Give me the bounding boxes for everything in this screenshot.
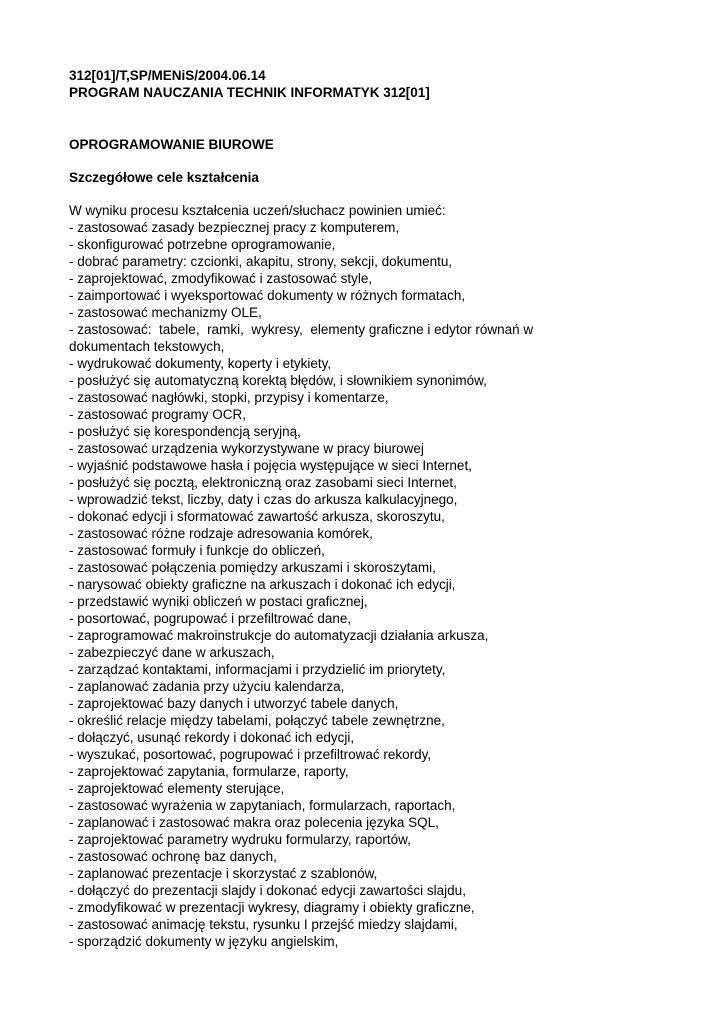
goal-item: - wyjaśnić podstawowe hasła i pojęcia występujące w sieci Internet, — [69, 458, 472, 473]
document-code: 312[01]/T,SP/MENiS/2004.06.14 — [69, 68, 266, 83]
goal-item: - zastosować animację tekstu, rysunku I przejść miedzy slajdami, — [69, 917, 458, 932]
goal-item: - dokonać edycji i sformatować zawartość arkusza, skoroszytu, — [69, 509, 445, 524]
goal-item: - zaprojektować zapytania, formularze, raporty, — [69, 764, 349, 779]
intro-text: W wyniku procesu kształcenia uczeń/słuchacz powinien umieć: — [69, 203, 446, 218]
goal-item: - zastosować programy OCR, — [69, 407, 247, 422]
program-title: PROGRAM NAUCZANIA TECHNIK INFORMATYK 312[01] — [69, 85, 430, 100]
goal-item: - zaplanować zadania przy użyciu kalendarza, — [69, 679, 345, 694]
goal-item: - dołączyć, usunąć rekordy i dokonać ich edycji, — [69, 730, 355, 745]
goal-item: - zaplanować i zastosować makra oraz polecenia języka SQL, — [69, 815, 439, 830]
goal-item: - zastosować: tabele, ramki, wykresy, elementy graficzne i edytor równań w — [69, 322, 534, 337]
goal-item: - określić relacje między tabelami, połączyć tabele zewnętrzne, — [69, 713, 445, 728]
goal-item: dokumentach tekstowych, — [69, 339, 225, 354]
section-title: OPROGRAMOWANIE BIUROWE — [69, 137, 274, 152]
goal-item: - zarządzać kontaktami, informacjami i przydzielić im priorytety, — [69, 662, 446, 677]
goal-item: - zaprojektować, zmodyfikować i zastosować style, — [69, 271, 373, 286]
goal-item: - dobrać parametry: czcionki, akapitu, strony, sekcji, dokumentu, — [69, 254, 453, 269]
goal-item: - posłużyć się korespondencją seryjną, — [69, 424, 301, 439]
goal-item: - posłużyć się pocztą, elektroniczną oraz zasobami sieci Internet, — [69, 475, 457, 490]
goal-item: - zastosować zasady bezpiecznej pracy z komputerem, — [69, 220, 400, 235]
goal-item: - zastosować wyrażenia w zapytaniach, formularzach, raportach, — [69, 798, 456, 813]
goal-item: - zaplanować prezentacje i skorzystać z szablonów, — [69, 866, 378, 881]
goal-item: - wydrukować dokumenty, koperty i etykiety, — [69, 356, 332, 371]
goal-item: - narysować obiekty graficzne na arkuszach i dokonać ich edycji, — [69, 577, 456, 592]
goal-item: - skonfigurować potrzebne oprogramowanie, — [69, 237, 336, 252]
subsection-title: Szczegółowe cele kształcenia — [69, 170, 259, 185]
goal-item: - wprowadzić tekst, liczby, daty i czas do arkusza kalkulacyjnego, — [69, 492, 458, 507]
goal-item: - dołączyć do prezentacji slajdy i dokonać edycji zawartości slajdu, — [69, 883, 466, 898]
goal-item: - zastosować różne rodzaje adresowania komórek, — [69, 526, 373, 541]
goal-item: - zaprojektować bazy danych i utworzyć tabele danych, — [69, 696, 399, 711]
goal-item: - wyszukać, posortować, pogrupować i przefiltrować rekordy, — [69, 747, 432, 762]
goal-item: - zastosować formuły i funkcje do obliczeń, — [69, 543, 325, 558]
goal-item: - zastosować ochronę baz danych, — [69, 849, 277, 864]
goal-item: - przedstawić wyniki obliczeń w postaci graficznej, — [69, 594, 368, 609]
goal-item: - zaprogramować makroinstrukcje do automatyzacji działania arkusza, — [69, 628, 489, 643]
goal-item: - sporządzić dokumenty w języku angielskim, — [69, 934, 339, 949]
goal-item: - zmodyfikować w prezentacji wykresy, diagramy i obiekty graficzne, — [69, 900, 475, 915]
goal-item: - zastosować mechanizmy OLE, — [69, 305, 262, 320]
goal-item: - zaprojektować elementy sterujące, — [69, 781, 285, 796]
goal-item: - zaprojektować parametry wydruku formularzy, raportów, — [69, 832, 411, 847]
document-page — [69, 67, 689, 950]
goal-item: - posłużyć się automatyczną korektą błędów, i słownikiem synonimów, — [69, 373, 487, 388]
goal-item: - posortować, pogrupować i przefiltrować dane, — [69, 611, 352, 626]
goals-list — [69, 219, 689, 950]
goal-item: - zastosować urządzenia wykorzystywane w pracy biurowej — [69, 441, 424, 456]
goal-item: - zastosować nagłówki, stopki, przypisy i komentarze, — [69, 390, 389, 405]
goal-item: - zastosować połączenia pomiędzy arkuszami i skoroszytami, — [69, 560, 436, 575]
goal-item: - zaimportować i wyeksportować dokumenty w różnych formatach, — [69, 288, 466, 303]
goal-item: - zabezpieczyć dane w arkuszach, — [69, 645, 275, 660]
